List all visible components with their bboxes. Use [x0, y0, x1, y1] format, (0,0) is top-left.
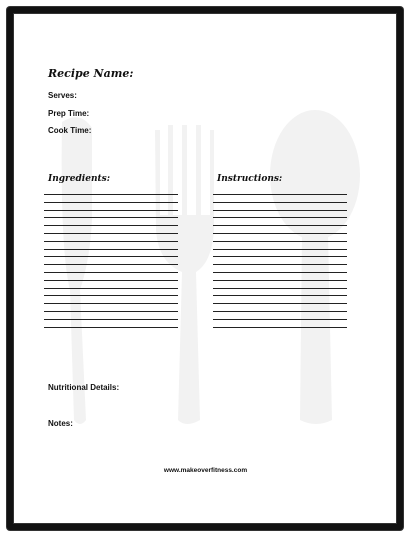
instruction-line — [213, 210, 347, 218]
nutritional-details-label: Nutritional Details: — [48, 383, 120, 392]
instructions-heading: Instructions: — [217, 174, 283, 184]
cook-time-label: Cook Time: — [48, 126, 92, 135]
instruction-line — [213, 249, 347, 257]
instruction-line — [213, 295, 347, 303]
instructions-lines — [213, 194, 347, 334]
ingredient-line — [44, 217, 178, 225]
ingredient-line — [44, 264, 178, 272]
ingredient-line — [44, 225, 178, 233]
ingredient-line — [44, 272, 178, 280]
ingredient-line — [44, 233, 178, 241]
ingredients-lines — [44, 194, 178, 334]
instruction-line — [213, 327, 347, 335]
ingredient-line — [44, 327, 178, 335]
instruction-line — [213, 264, 347, 272]
instruction-line — [213, 319, 347, 327]
ingredient-line — [44, 288, 178, 296]
ingredient-line — [44, 319, 178, 327]
instruction-line — [213, 256, 347, 264]
ingredient-line — [44, 295, 178, 303]
ingredients-heading: Ingredients: — [48, 174, 111, 184]
serves-label: Serves: — [48, 91, 77, 100]
ingredient-line — [44, 280, 178, 288]
instruction-line — [213, 280, 347, 288]
ingredient-line — [44, 249, 178, 257]
instruction-line — [213, 217, 347, 225]
instruction-line — [213, 225, 347, 233]
instruction-line — [213, 311, 347, 319]
instruction-line — [213, 288, 347, 296]
instruction-line — [213, 241, 347, 249]
ingredient-line — [44, 210, 178, 218]
ingredient-line — [44, 303, 178, 311]
ingredient-line — [44, 194, 178, 202]
instruction-line — [213, 272, 347, 280]
instruction-line — [213, 194, 347, 202]
instruction-line — [213, 233, 347, 241]
ingredient-line — [44, 311, 178, 319]
ingredient-line — [44, 256, 178, 264]
ingredient-line — [44, 241, 178, 249]
ingredient-line — [44, 202, 178, 210]
instruction-line — [213, 303, 347, 311]
prep-time-label: Prep Time: — [48, 109, 90, 118]
footer-website: www.makeoverfitness.com — [163, 467, 248, 474]
recipe-name-label: Recipe Name: — [48, 67, 134, 80]
notes-label: Notes: — [48, 419, 73, 428]
instruction-line — [213, 202, 347, 210]
